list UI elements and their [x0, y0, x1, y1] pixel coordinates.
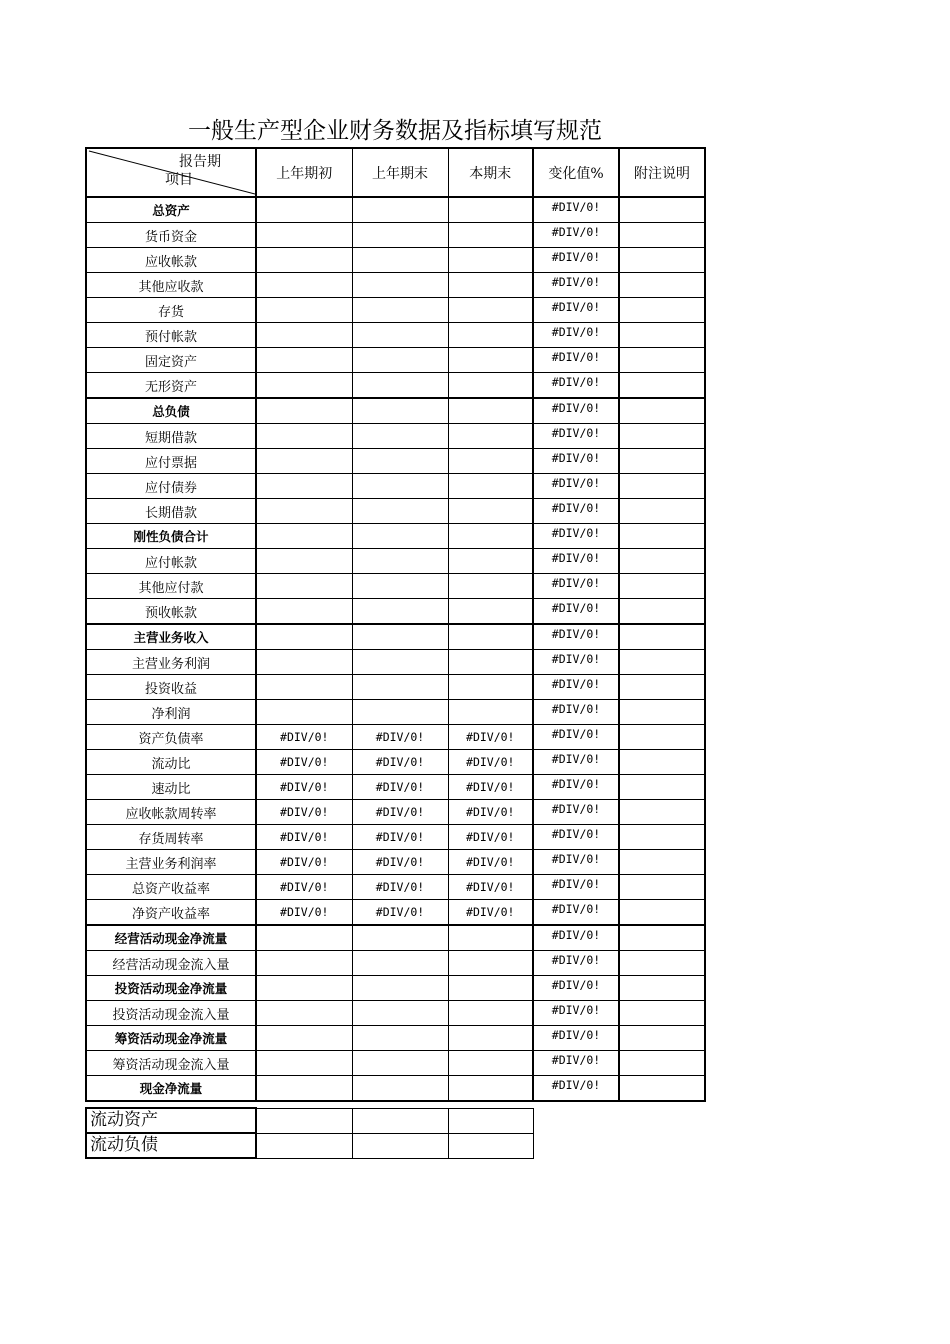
notes-cell[interactable]	[619, 273, 705, 298]
table-row	[86, 398, 791, 424]
table-row	[86, 223, 791, 248]
value-cell-error[interactable]: #DIV/0!	[352, 875, 448, 900]
value-cell-error[interactable]: #DIV/0!	[256, 850, 352, 875]
value-cell[interactable]	[352, 1051, 448, 1076]
value-cell-error[interactable]: #DIV/0!	[256, 725, 352, 750]
table-row	[86, 348, 791, 373]
value-cell[interactable]	[256, 650, 352, 675]
value-cell[interactable]	[256, 624, 352, 650]
table-row	[86, 499, 791, 524]
value-cell[interactable]	[352, 700, 448, 725]
value-cell[interactable]	[256, 499, 352, 524]
value-cell[interactable]	[448, 700, 533, 725]
value-cell[interactable]	[256, 976, 352, 1001]
table-row	[86, 323, 791, 348]
financial-data-table	[85, 147, 792, 1102]
value-cell[interactable]	[256, 524, 352, 549]
change-value-cell[interactable]: #DIV/0!	[533, 474, 619, 499]
value-cell[interactable]	[352, 323, 448, 348]
notes-cell[interactable]	[619, 323, 705, 348]
notes-cell[interactable]	[619, 599, 705, 625]
row-label: 预付帐款	[86, 323, 256, 348]
value-cell[interactable]	[352, 1026, 448, 1051]
row-label: 投资收益	[86, 675, 256, 700]
notes-cell[interactable]	[619, 348, 705, 373]
table-row	[86, 574, 791, 599]
value-cell[interactable]	[256, 424, 352, 449]
row-label: 预收帐款	[86, 599, 256, 625]
notes-cell[interactable]	[619, 725, 705, 750]
row-label: 流动负债	[86, 1133, 256, 1158]
notes-cell[interactable]	[619, 574, 705, 599]
value-cell[interactable]	[448, 474, 533, 499]
row-label: 筹资活动现金流入量	[86, 1051, 256, 1076]
value-cell[interactable]	[256, 951, 352, 976]
value-cell[interactable]	[352, 398, 448, 424]
notes-cell[interactable]	[619, 875, 705, 900]
row-label: 应收帐款周转率	[86, 800, 256, 825]
row-label: 流动比	[86, 750, 256, 775]
table-row	[86, 875, 791, 900]
notes-cell[interactable]	[619, 700, 705, 725]
value-cell-error[interactable]: #DIV/0!	[448, 725, 533, 750]
row-label: 主营业务利润	[86, 650, 256, 675]
notes-cell[interactable]	[619, 925, 705, 951]
value-cell[interactable]	[256, 1051, 352, 1076]
value-cell[interactable]	[352, 223, 448, 248]
table-row	[86, 449, 791, 474]
value-cell-error[interactable]: #DIV/0!	[448, 750, 533, 775]
change-value-cell[interactable]: #DIV/0!	[533, 775, 619, 800]
row-label: 其他应收款	[86, 273, 256, 298]
value-cell-error[interactable]: #DIV/0!	[352, 775, 448, 800]
row-label: 刚性负债合计	[86, 524, 256, 549]
table-row	[86, 1026, 791, 1051]
notes-cell[interactable]	[619, 474, 705, 499]
row-label: 应付票据	[86, 449, 256, 474]
value-cell[interactable]	[448, 398, 533, 424]
value-cell-error[interactable]: #DIV/0!	[256, 900, 352, 926]
value-cell[interactable]	[256, 273, 352, 298]
table-row	[86, 750, 791, 775]
row-label: 固定资产	[86, 348, 256, 373]
table-row	[86, 775, 791, 800]
value-cell[interactable]	[256, 449, 352, 474]
table-row	[86, 197, 791, 223]
table-row	[86, 725, 791, 750]
row-label: 净利润	[86, 700, 256, 725]
table-row	[86, 675, 791, 700]
notes-cell[interactable]	[619, 197, 705, 223]
row-label: 速动比	[86, 775, 256, 800]
value-cell[interactable]	[448, 1051, 533, 1076]
row-label: 经营活动现金流入量	[86, 951, 256, 976]
value-cell[interactable]	[256, 1026, 352, 1051]
row-label: 投资活动现金净流量	[86, 976, 256, 1001]
change-value-cell[interactable]: #DIV/0!	[533, 900, 619, 926]
table-row	[86, 850, 791, 875]
value-cell[interactable]	[448, 574, 533, 599]
notes-cell[interactable]	[619, 624, 705, 650]
header-col-prev-begin: 上年期初	[256, 148, 352, 197]
value-cell[interactable]	[352, 1076, 448, 1102]
value-cell[interactable]	[448, 599, 533, 625]
value-cell-error[interactable]: #DIV/0!	[352, 750, 448, 775]
header-col-notes: 附注说明	[619, 148, 705, 197]
value-cell[interactable]	[352, 599, 448, 625]
value-cell-error[interactable]: #DIV/0!	[448, 775, 533, 800]
value-cell[interactable]	[448, 298, 533, 323]
diagonal-header-cell	[86, 148, 256, 197]
change-value-cell[interactable]: #DIV/0!	[533, 1026, 619, 1051]
change-value-cell[interactable]: #DIV/0!	[533, 323, 619, 348]
table-row	[86, 925, 791, 951]
change-value-cell[interactable]: #DIV/0!	[533, 499, 619, 524]
value-cell-error[interactable]: #DIV/0!	[448, 800, 533, 825]
table-row	[86, 524, 791, 549]
value-cell-error[interactable]: #DIV/0!	[448, 875, 533, 900]
value-cell-error[interactable]: #DIV/0!	[352, 800, 448, 825]
header-col-current-end: 本期末	[448, 148, 533, 197]
table-row	[86, 650, 791, 675]
value-cell[interactable]	[448, 223, 533, 248]
value-cell[interactable]	[448, 1001, 533, 1026]
value-cell[interactable]	[352, 248, 448, 273]
value-cell[interactable]	[448, 197, 533, 223]
notes-cell[interactable]	[619, 1051, 705, 1076]
table-row	[86, 474, 791, 499]
value-cell-error[interactable]: #DIV/0!	[352, 825, 448, 850]
notes-cell[interactable]	[619, 449, 705, 474]
value-cell-error[interactable]: #DIV/0!	[352, 725, 448, 750]
value-cell[interactable]	[256, 925, 352, 951]
row-label: 无形资产	[86, 373, 256, 399]
notes-cell[interactable]	[619, 398, 705, 424]
table-row	[86, 1133, 533, 1158]
row-label: 货币资金	[86, 223, 256, 248]
value-cell[interactable]	[352, 951, 448, 976]
notes-cell[interactable]	[619, 650, 705, 675]
value-cell[interactable]	[448, 624, 533, 650]
value-cell[interactable]	[448, 524, 533, 549]
change-value-cell[interactable]: #DIV/0!	[533, 223, 619, 248]
value-cell[interactable]	[448, 323, 533, 348]
value-cell[interactable]	[256, 574, 352, 599]
row-label: 存货	[86, 298, 256, 323]
value-cell[interactable]	[448, 1026, 533, 1051]
value-cell[interactable]	[448, 976, 533, 1001]
notes-cell[interactable]	[619, 800, 705, 825]
value-cell[interactable]	[352, 449, 448, 474]
value-cell[interactable]	[448, 549, 533, 574]
value-cell[interactable]	[256, 348, 352, 373]
change-value-cell[interactable]: #DIV/0!	[533, 725, 619, 750]
notes-cell[interactable]	[619, 373, 705, 399]
change-value-cell[interactable]: #DIV/0!	[533, 298, 619, 323]
value-cell-error[interactable]: #DIV/0!	[256, 825, 352, 850]
notes-cell[interactable]	[619, 298, 705, 323]
table-row	[86, 273, 791, 298]
change-value-cell[interactable]: #DIV/0!	[533, 599, 619, 625]
value-cell[interactable]	[352, 474, 448, 499]
change-value-cell[interactable]: #DIV/0!	[533, 348, 619, 373]
value-cell[interactable]	[448, 1108, 533, 1133]
value-cell[interactable]	[352, 424, 448, 449]
value-cell[interactable]	[256, 599, 352, 625]
page-title: 一般生产型企业财务数据及指标填写规范	[188, 118, 602, 144]
change-value-cell[interactable]: #DIV/0!	[533, 800, 619, 825]
value-cell[interactable]	[448, 1133, 533, 1158]
change-value-cell[interactable]: #DIV/0!	[533, 574, 619, 599]
value-cell[interactable]	[256, 1001, 352, 1026]
value-cell[interactable]	[352, 298, 448, 323]
value-cell[interactable]	[352, 273, 448, 298]
value-cell-error[interactable]: #DIV/0!	[352, 850, 448, 875]
notes-cell[interactable]	[619, 223, 705, 248]
change-value-cell[interactable]: #DIV/0!	[533, 449, 619, 474]
header-col-prev-end: 上年期末	[352, 148, 448, 197]
value-cell[interactable]	[352, 925, 448, 951]
table-row	[86, 900, 791, 926]
change-value-cell[interactable]: #DIV/0!	[533, 248, 619, 273]
row-label: 长期借款	[86, 499, 256, 524]
change-value-cell[interactable]: #DIV/0!	[533, 650, 619, 675]
notes-cell[interactable]	[619, 976, 705, 1001]
change-value-cell[interactable]: #DIV/0!	[533, 373, 619, 399]
table-row	[86, 624, 791, 650]
value-cell[interactable]	[352, 373, 448, 399]
value-cell[interactable]	[352, 976, 448, 1001]
notes-cell[interactable]	[619, 1001, 705, 1026]
value-cell[interactable]	[256, 1108, 352, 1133]
value-cell[interactable]	[448, 499, 533, 524]
notes-cell[interactable]	[619, 424, 705, 449]
change-value-cell[interactable]: #DIV/0!	[533, 951, 619, 976]
row-label: 应收帐款	[86, 248, 256, 273]
table-row	[86, 373, 791, 399]
value-cell[interactable]	[256, 1076, 352, 1102]
value-cell[interactable]	[256, 474, 352, 499]
value-cell[interactable]	[352, 574, 448, 599]
change-value-cell[interactable]: #DIV/0!	[533, 1051, 619, 1076]
value-cell[interactable]	[256, 700, 352, 725]
notes-cell[interactable]	[619, 499, 705, 524]
value-cell[interactable]	[448, 449, 533, 474]
change-value-cell[interactable]: #DIV/0!	[533, 1001, 619, 1026]
row-label: 主营业务利润率	[86, 850, 256, 875]
change-value-cell[interactable]: #DIV/0!	[533, 850, 619, 875]
table-row	[86, 1051, 791, 1076]
current-items-table	[85, 1107, 534, 1159]
row-label: 主营业务收入	[86, 624, 256, 650]
row-label: 流动资产	[86, 1108, 256, 1133]
value-cell-error[interactable]: #DIV/0!	[448, 900, 533, 926]
table-row	[86, 248, 791, 273]
notes-cell[interactable]	[619, 825, 705, 850]
notes-cell[interactable]	[619, 900, 705, 926]
table-row	[86, 549, 791, 574]
change-value-cell[interactable]: #DIV/0!	[533, 875, 619, 900]
row-label: 总资产	[86, 197, 256, 223]
value-cell[interactable]	[448, 650, 533, 675]
row-label: 现金净流量	[86, 1076, 256, 1102]
change-value-cell[interactable]: #DIV/0!	[533, 925, 619, 951]
value-cell[interactable]	[256, 398, 352, 424]
notes-cell[interactable]	[619, 549, 705, 574]
change-value-cell[interactable]: #DIV/0!	[533, 700, 619, 725]
value-cell[interactable]	[448, 348, 533, 373]
row-label: 总资产收益率	[86, 875, 256, 900]
row-label: 总负债	[86, 398, 256, 424]
value-cell[interactable]	[256, 248, 352, 273]
change-value-cell[interactable]: #DIV/0!	[533, 424, 619, 449]
change-value-cell[interactable]: #DIV/0!	[533, 976, 619, 1001]
notes-cell[interactable]	[619, 1026, 705, 1051]
value-cell-error[interactable]: #DIV/0!	[256, 750, 352, 775]
row-label: 短期借款	[86, 424, 256, 449]
value-cell-error[interactable]: #DIV/0!	[352, 900, 448, 926]
change-value-cell[interactable]: #DIV/0!	[533, 549, 619, 574]
row-label: 应付帐款	[86, 549, 256, 574]
notes-cell[interactable]	[619, 248, 705, 273]
value-cell[interactable]	[352, 675, 448, 700]
value-cell[interactable]	[448, 675, 533, 700]
table-row	[86, 976, 791, 1001]
value-cell[interactable]	[256, 373, 352, 399]
value-cell[interactable]	[448, 1076, 533, 1102]
table-row	[86, 1001, 791, 1026]
value-cell[interactable]	[352, 1001, 448, 1026]
table-row	[86, 951, 791, 976]
change-value-cell[interactable]: #DIV/0!	[533, 825, 619, 850]
value-cell[interactable]	[448, 951, 533, 976]
change-value-cell[interactable]: #DIV/0!	[533, 524, 619, 549]
value-cell[interactable]	[256, 298, 352, 323]
notes-cell[interactable]	[619, 775, 705, 800]
value-cell[interactable]	[448, 925, 533, 951]
header-item-label: 项目	[165, 172, 193, 188]
value-cell[interactable]	[256, 323, 352, 348]
value-cell[interactable]	[352, 1133, 448, 1158]
row-label: 投资活动现金流入量	[86, 1001, 256, 1026]
row-label: 筹资活动现金净流量	[86, 1026, 256, 1051]
value-cell[interactable]	[352, 499, 448, 524]
value-cell[interactable]	[352, 1108, 448, 1133]
value-cell[interactable]	[352, 624, 448, 650]
change-value-cell[interactable]: #DIV/0!	[533, 675, 619, 700]
header-row	[86, 148, 791, 197]
notes-cell[interactable]	[619, 524, 705, 549]
notes-cell[interactable]	[619, 850, 705, 875]
value-cell[interactable]	[448, 248, 533, 273]
table-row	[86, 298, 791, 323]
value-cell[interactable]	[256, 549, 352, 574]
table-row	[86, 1108, 533, 1133]
header-col-change: 变化值%	[533, 148, 619, 197]
value-cell[interactable]	[352, 549, 448, 574]
value-cell-error[interactable]: #DIV/0!	[256, 800, 352, 825]
change-value-cell[interactable]: #DIV/0!	[533, 197, 619, 223]
row-label: 应付债券	[86, 474, 256, 499]
value-cell[interactable]	[256, 675, 352, 700]
change-value-cell[interactable]: #DIV/0!	[533, 624, 619, 650]
value-cell-error[interactable]: #DIV/0!	[448, 850, 533, 875]
value-cell[interactable]	[448, 273, 533, 298]
value-cell[interactable]	[352, 197, 448, 223]
value-cell[interactable]	[256, 197, 352, 223]
header-period-label: 报告期	[179, 154, 221, 170]
value-cell[interactable]	[448, 373, 533, 399]
table-row	[86, 424, 791, 449]
change-value-cell[interactable]: #DIV/0!	[533, 750, 619, 775]
change-value-cell[interactable]: #DIV/0!	[533, 398, 619, 424]
value-cell-error[interactable]: #DIV/0!	[448, 825, 533, 850]
row-label: 经营活动现金净流量	[86, 925, 256, 951]
change-value-cell[interactable]: #DIV/0!	[533, 273, 619, 298]
value-cell[interactable]	[352, 650, 448, 675]
notes-cell[interactable]	[619, 750, 705, 775]
notes-cell[interactable]	[619, 675, 705, 700]
row-label: 资产负债率	[86, 725, 256, 750]
value-cell[interactable]	[256, 1133, 352, 1158]
notes-cell[interactable]	[619, 951, 705, 976]
table-row	[86, 1076, 791, 1102]
row-label: 存货周转率	[86, 825, 256, 850]
table-row	[86, 599, 791, 625]
value-cell[interactable]	[352, 348, 448, 373]
value-cell[interactable]	[352, 524, 448, 549]
value-cell-error[interactable]: #DIV/0!	[256, 775, 352, 800]
value-cell[interactable]	[448, 424, 533, 449]
row-label: 其他应付款	[86, 574, 256, 599]
value-cell[interactable]	[256, 223, 352, 248]
table-row	[86, 825, 791, 850]
table-row	[86, 700, 791, 725]
table-row	[86, 800, 791, 825]
row-label: 净资产收益率	[86, 900, 256, 926]
notes-cell[interactable]	[619, 1076, 705, 1102]
change-value-cell[interactable]: #DIV/0!	[533, 1076, 619, 1102]
value-cell-error[interactable]: #DIV/0!	[256, 875, 352, 900]
